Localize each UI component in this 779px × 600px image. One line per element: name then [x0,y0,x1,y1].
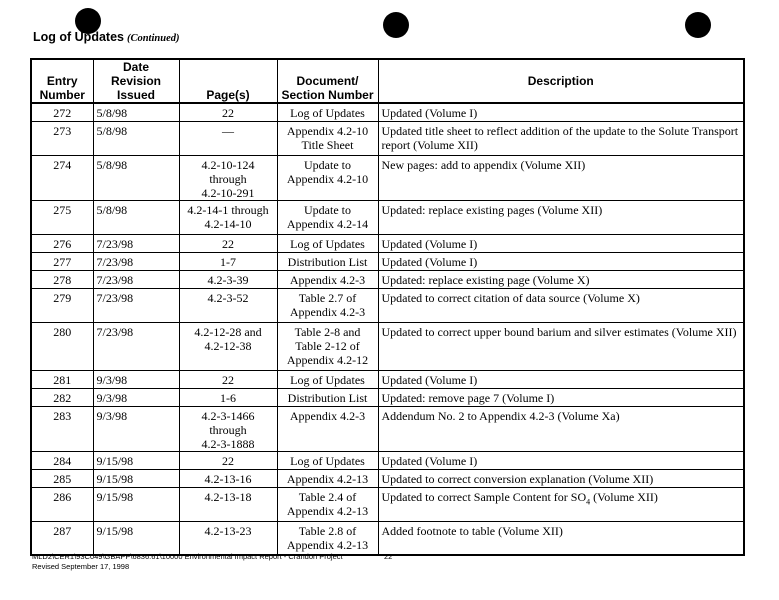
date-cell: 5/8/98 [93,155,179,200]
date-cell: 9/15/98 [93,469,179,487]
date-cell: 7/23/98 [93,252,179,270]
description-cell: Updated: replace existing pages (Volume XII) [378,200,744,234]
entry-cell: 280 [31,322,93,370]
description-cell: Updated (Volume I) [378,252,744,270]
description-cell: Updated to correct conversion explanation (Volume XII) [378,469,744,487]
description-cell: Updated (Volume I) [378,103,744,121]
header-pages: Page(s) [179,59,277,103]
description-cell: Updated: remove page 7 (Volume I) [378,388,744,406]
entry-cell: 284 [31,451,93,469]
table-row [31,521,744,555]
date-cell: 9/15/98 [93,451,179,469]
date-cell: 7/23/98 [93,322,179,370]
pages-cell: 4.2-13-23 [179,521,277,555]
table-row [31,103,744,121]
section-cell: Log of Updates [277,103,378,121]
pages-cell: 4.2-3-52 [179,288,277,322]
entry-cell: 287 [31,521,93,555]
subscript: 4 [586,496,591,506]
date-cell: 5/8/98 [93,103,179,121]
description-cell: Updated to correct Sample Content for $SO_4$ (Volume XII) [378,487,744,521]
date-cell: 7/23/98 [93,270,179,288]
header-row [31,59,744,103]
table-row [31,234,744,252]
table-row [31,451,744,469]
section-cell: Table 2.4 of Appendix 4.2-13 [277,487,378,521]
pages-cell: 4.2-12-28 and 4.2-12-38 [179,322,277,370]
section-cell: Distribution List [277,252,378,270]
section-cell: Appendix 4.2-13 [277,469,378,487]
section-cell: Table 2.8 of Appendix 4.2-13 [277,521,378,555]
table-row [31,388,744,406]
binder-hole [685,12,711,38]
entry-cell: 272 [31,103,93,121]
header-entry: Entry Number [31,59,93,103]
section-cell: Log of Updates [277,451,378,469]
pages-cell: — [179,121,277,155]
table-row [31,270,744,288]
date-cell: 5/8/98 [93,200,179,234]
date-cell: 7/23/98 [93,288,179,322]
table-row [31,406,744,451]
entry-cell: 274 [31,155,93,200]
table-row [31,469,744,487]
page-title [33,30,179,44]
description-cell: Addendum No. 2 to Appendix 4.2-3 (Volume Xa) [378,406,744,451]
entry-cell: 286 [31,487,93,521]
pages-cell: 22 [179,370,277,388]
entry-cell: 277 [31,252,93,270]
date-cell: 9/15/98 [93,521,179,555]
footer [32,552,343,572]
section-cell: Table 2.7 of Appendix 4.2-3 [277,288,378,322]
date-cell: 9/3/98 [93,406,179,451]
pages-cell: 22 [179,103,277,121]
log-table [30,58,745,556]
pages-cell: 22 [179,451,277,469]
pages-cell: 1-7 [179,252,277,270]
section-cell: Update to Appendix 4.2-10 [277,155,378,200]
section-cell: Distribution List [277,388,378,406]
section-cell: Appendix 4.2-10 Title Sheet [277,121,378,155]
table-row [31,121,744,155]
entry-cell: 281 [31,370,93,388]
table-row [31,487,744,521]
description-cell: Updated (Volume I) [378,234,744,252]
entry-cell: 278 [31,270,93,288]
table-row [31,370,744,388]
table-row [31,322,744,370]
title-suffix: (Continued) [126,33,180,44]
pages-cell: 4.2-13-16 [179,469,277,487]
description-cell: Updated to correct upper bound barium and silver estimates (Volume XII) [378,322,744,370]
entry-cell: 282 [31,388,93,406]
title-text: Log of Updates [33,30,124,44]
section-cell: Table 2-8 and Table 2-12 of Appendix 4.2-12 [277,322,378,370]
table-row [31,288,744,322]
entry-cell: 283 [31,406,93,451]
table-row [31,252,744,270]
date-cell: 9/3/98 [93,370,179,388]
pages-cell: 4.2-10-124 through 4.2-10-291 [179,155,277,200]
section-cell: Update to Appendix 4.2-14 [277,200,378,234]
description-cell: Updated to correct citation of data source (Volume X) [378,288,744,322]
footer-revised: Revised September 17, 1998 [32,562,130,571]
description-cell: Updated (Volume I) [378,451,744,469]
date-cell: 9/15/98 [93,487,179,521]
entry-cell: 276 [31,234,93,252]
table-row [31,155,744,200]
pages-cell: 4.2-3-1466 through 4.2-3-1888 [179,406,277,451]
pages-cell: 4.2-13-18 [179,487,277,521]
pages-cell: 4.2-14-1 through 4.2-14-10 [179,200,277,234]
section-cell: Appendix 4.2-3 [277,270,378,288]
page-number: 22 [384,552,393,561]
description-cell: Updated: replace existing page (Volume X) [378,270,744,288]
header-date: Date Revision Issued [93,59,179,103]
section-cell: Log of Updates [277,370,378,388]
pages-cell: 4.2-3-39 [179,270,277,288]
header-description: Description [378,59,744,103]
pages-cell: 1-6 [179,388,277,406]
section-cell: Log of Updates [277,234,378,252]
table-row [31,200,744,234]
date-cell: 7/23/98 [93,234,179,252]
section-cell: Appendix 4.2-3 [277,406,378,451]
pages-cell: 22 [179,234,277,252]
description-cell: New pages: add to appendix (Volume XII) [378,155,744,200]
entry-cell: 273 [31,121,93,155]
description-cell: Updated (Volume I) [378,370,744,388]
entry-cell: 285 [31,469,93,487]
date-cell: 9/3/98 [93,388,179,406]
date-cell: 5/8/98 [93,121,179,155]
footer-path: MLD2\CER1\93C049\GBAPP\6836.61\10000 Environmental Impact Report - Crandon Project [32,552,343,561]
description-cell: Added footnote to table (Volume XII) [378,521,744,555]
entry-cell: 279 [31,288,93,322]
description-cell: Updated title sheet to reflect addition of the update to the Solute Transport report (Volume XII) [378,121,744,155]
entry-cell: 275 [31,200,93,234]
binder-hole [383,12,409,38]
header-doc: Document/ Section Number [277,59,378,103]
